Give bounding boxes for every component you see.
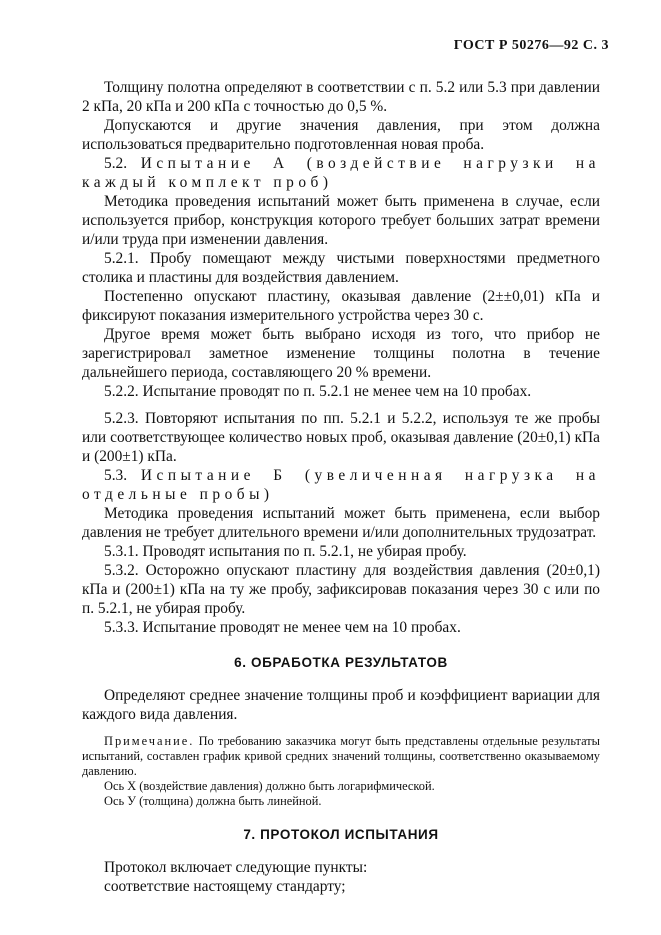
subsection-title: Испытание Б (увеличенная нагрузка на отдельные пробы) (82, 467, 600, 503)
paragraph-5-2-1: 5.2.1. Пробу помещают между чистыми поверхностями предметного столика и пластины для воздействия давлением. (82, 250, 600, 286)
subsection-5-2-heading (82, 154, 600, 192)
paragraph-other-pressures: Допускаются и другие значения давления, при этом должна использоваться предварительно подготовленная новая проба. (82, 117, 600, 153)
subsection-number: 5.3. (104, 467, 128, 484)
note-axis-y: Ось У (толщина) должна быть линейной. (104, 794, 322, 808)
subsection-5-3-heading (82, 466, 600, 504)
section-7-title: 7. ПРОТОКОЛ ИСПЫТАНИЯ (243, 827, 439, 842)
subsection-title: Испытание А (воздействие нагрузки на каждый комплект проб) (82, 155, 600, 191)
paragraph-5-2-2: 5.2.2. Испытание проводят по п. 5.2.1 не менее чем на 10 пробах. (104, 383, 532, 400)
note-paragraph (82, 734, 600, 779)
subsection-number: 5.2. (104, 155, 128, 172)
page-header: ГОСТ Р 50276—92 С. 3 (453, 38, 609, 53)
note-text: По требованию заказчика могут быть представлены отдельные результаты испытаний, составлен график кривой средних значений толщины, соответственно оказываемому давлению. (82, 734, 600, 778)
note-axis-x: Ось X (воздействие давления) должно быть логарифмической. (104, 779, 435, 793)
paragraph-thickness: Толщину полотна определяют в соответствии с п. 5.2 или 5.3 при давлении 2 кПа, 20 кПа и 200 кПа с точностью до 0,5 %. (82, 79, 600, 115)
page-body (82, 78, 600, 896)
paragraph-5-3-1: 5.3.1. Проводят испытания по п. 5.2.1, не убирая пробу. (104, 543, 467, 560)
note-block (82, 734, 600, 809)
paragraph-method-b: Методика проведения испытаний может быть применена, если выбор давления не требует длительного времени и/или дополнительных трудозатрат. (82, 505, 600, 541)
paragraph-conformity: соответствие настоящему стандарту; (104, 878, 346, 895)
paragraph-method-a: Методика проведения испытаний может быть применена в случае, если используется прибор, конструкция которого требует больших затрат времени и/или труда при изменении давления. (82, 193, 600, 248)
paragraph-results: Определяют среднее значение толщины проб и коэффициент вариации для каждого вида давления. (82, 687, 600, 723)
paragraph-5-3-2: 5.3.2. Осторожно опускают пластину для воздействия давления (20±0,1) кПа и (200±1) кПа на ту же пробу, зафиксировав показания через 30 с или по п. 5.2.1, не убирая пробу. (82, 562, 600, 617)
note-label: Примечание. (104, 734, 195, 748)
paragraph-5-2-3: 5.2.3. Повторяют испытания по пп. 5.2.1 и 5.2.2, используя те же пробы или соответствующее количество новых проб, оказывая давление (20±0,1) кПа и (200±1) кПа. (82, 410, 600, 465)
section-6-title: 6. ОБРАБОТКА РЕЗУЛЬТАТОВ (234, 655, 448, 670)
paragraph-5-3-3: 5.3.3. Испытание проводят не менее чем на 10 пробах. (104, 619, 461, 636)
paragraph-other-time: Другое время может быть выбрано исходя из того, что прибор не зарегистрировал заметное изменение толщины полотна в течение дальнейшего периода, составляющего 20 % времени. (82, 326, 600, 381)
paragraph-lower-plate: Постепенно опускают пластину, оказывая давление (2±±0,01) кПа и фиксируют показания измерительного устройства через 30 с. (82, 288, 600, 324)
paragraph-protocol: Протокол включает следующие пункты: (104, 859, 368, 876)
